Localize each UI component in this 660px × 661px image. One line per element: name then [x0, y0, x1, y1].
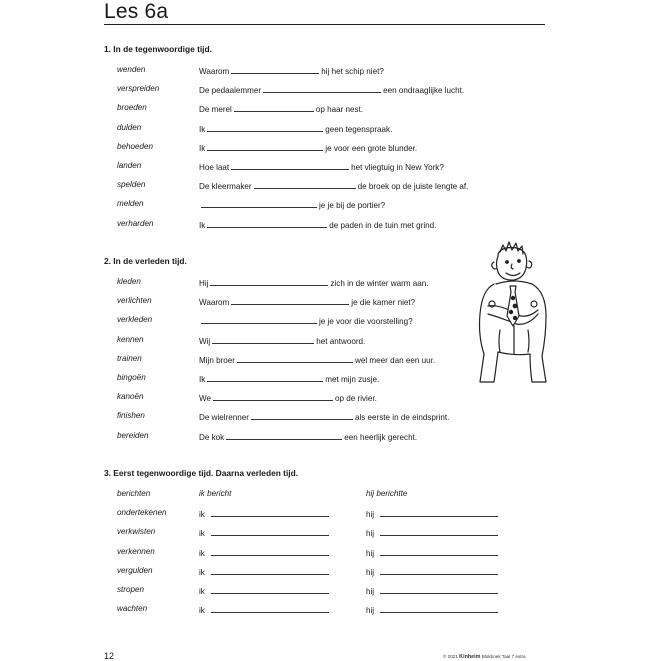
exercise-row	[0, 334, 660, 346]
section-2-heading: 2. In de verleden tijd.	[104, 256, 187, 266]
verb-label: melden	[117, 199, 144, 209]
past-answer-blank[interactable]	[380, 603, 498, 613]
past-answer-blank[interactable]	[380, 546, 498, 556]
answer-blank[interactable]	[213, 391, 333, 401]
verb-label: finishen	[117, 411, 145, 421]
verb-label: kanoën	[117, 392, 144, 402]
past-tense-cell	[366, 507, 500, 521]
present-answer-blank[interactable]	[211, 526, 329, 536]
verb-label: stropen	[117, 585, 144, 594]
answer-blank[interactable]	[263, 83, 381, 93]
sentence-start: Ik	[199, 143, 206, 153]
present-tense-cell	[199, 603, 331, 617]
sentence	[199, 102, 363, 116]
present-tense-cell	[199, 526, 331, 540]
sentence	[199, 372, 379, 386]
sentence-end: hij het schip niet?	[321, 67, 384, 76]
sentence	[199, 141, 417, 155]
verb-label: ondertekenen	[117, 508, 167, 518]
exercise-row	[0, 353, 660, 365]
sentence-end: op de rivier.	[335, 394, 377, 404]
sentence-end: geen tegenspraak.	[325, 124, 393, 134]
section-3-heading: 3. Eerst tegenwoordige tijd. Daarna verleden tijd.	[104, 468, 299, 478]
past-tense-cell	[366, 526, 500, 540]
sentence-start: De wielrenner	[199, 413, 249, 423]
verb-label: verkennen	[117, 546, 155, 556]
past-tense-cell	[366, 584, 500, 598]
past-tense-cell	[366, 603, 500, 617]
sentence	[199, 160, 444, 174]
sentence	[199, 122, 392, 136]
verb-label: bereiden	[117, 430, 149, 440]
answer-blank[interactable]	[251, 410, 353, 420]
answer-blank[interactable]	[207, 141, 323, 151]
past-tense-cell	[366, 565, 500, 579]
verb-label: vergulden	[117, 565, 153, 575]
verb-label: wachten	[117, 604, 148, 614]
sentence-start: De kleermaker	[199, 182, 252, 192]
exercise-row	[0, 83, 660, 95]
exercise-row	[0, 391, 660, 403]
past-tense-text: hij	[366, 567, 375, 577]
sentence-start: Hij	[199, 279, 209, 288]
sentence-start: De merel	[199, 105, 232, 115]
sentence-end: je voor een grote blunder.	[325, 143, 418, 153]
answer-blank[interactable]	[231, 160, 349, 170]
sentence-end: een ondraaglijke lucht.	[383, 86, 465, 96]
answer-blank[interactable]	[231, 295, 349, 305]
past-answer-blank[interactable]	[380, 584, 498, 594]
page-number: 12	[104, 651, 115, 661]
sentence-start: Wij	[199, 336, 211, 346]
past-answer-blank[interactable]	[380, 526, 498, 536]
present-tense-cell	[199, 507, 331, 521]
verb-label: dulden	[117, 122, 142, 132]
sentence-start: Ik	[199, 124, 206, 134]
sentence-start: Waarom	[199, 67, 230, 76]
verb-label: broeden	[117, 103, 147, 113]
conjugation-row	[0, 507, 660, 519]
verb-label: landen	[117, 161, 142, 170]
conjugation-row	[0, 488, 660, 500]
exercise-row	[0, 276, 660, 288]
sentence-end: de paden in de tuin met grind.	[329, 220, 437, 230]
verb-label: kennen	[117, 334, 144, 344]
present-tense-text: ik bericht	[199, 489, 232, 498]
conjugation-row	[0, 584, 660, 596]
conjugation-row	[0, 526, 660, 538]
verb-label: verharden	[117, 218, 154, 228]
sentence-end: je je bij de portier?	[319, 201, 386, 211]
sentence	[199, 276, 429, 290]
sentence-end: het antwoord.	[316, 336, 366, 346]
exercise-row	[0, 179, 660, 191]
exercise-row	[0, 430, 660, 442]
sentence-end: je die kamer niet?	[351, 298, 416, 308]
sentence-start: We	[199, 394, 211, 404]
present-answer-blank[interactable]	[211, 584, 329, 594]
answer-blank[interactable]	[201, 314, 317, 324]
past-tense-text: hij	[366, 587, 375, 596]
present-answer-blank[interactable]	[211, 546, 329, 556]
verb-label: verkleden	[117, 315, 153, 325]
exercise-row	[0, 64, 660, 76]
past-tense-cell	[366, 546, 500, 560]
exercise-row	[0, 314, 660, 326]
present-tense-cell	[199, 488, 231, 500]
sentence-end: het vliegtuig in New York?	[351, 163, 444, 172]
past-tense-text: hij	[366, 548, 375, 558]
sentence	[199, 218, 436, 232]
exercise-row	[0, 141, 660, 153]
sentence-start: De pedaalemmer	[199, 86, 262, 96]
sentence-end: de broek op de juiste lengte af.	[357, 182, 469, 192]
sentence-end: wel meer dan een uur.	[354, 355, 436, 365]
sentence	[199, 64, 384, 78]
present-answer-blank[interactable]	[211, 565, 329, 575]
sentence	[199, 198, 385, 212]
page-title: Les 6a	[104, 0, 169, 23]
title-underline	[104, 24, 545, 25]
answer-blank[interactable]	[231, 64, 319, 74]
answer-blank[interactable]	[237, 353, 353, 363]
present-tense-text: ik	[199, 587, 205, 596]
past-answer-blank[interactable]	[380, 507, 498, 517]
answer-blank[interactable]	[212, 334, 314, 344]
exercise-row	[0, 295, 660, 307]
exercise-row	[0, 372, 660, 384]
exercise-row	[0, 122, 660, 134]
exercise-row	[0, 160, 660, 172]
verb-label: behoeden	[117, 141, 154, 151]
sentence-start: Mijn broer	[199, 355, 235, 365]
sentence	[199, 295, 415, 309]
present-tense-text: ik	[199, 567, 205, 577]
sentence-start: Waarom	[199, 298, 230, 308]
answer-blank[interactable]	[234, 102, 314, 112]
verb-label: spelden	[117, 180, 146, 190]
answer-blank[interactable]	[201, 198, 317, 208]
verb-label: berichten	[117, 489, 151, 498]
sentence-end: je je voor die voorstelling?	[319, 317, 413, 327]
present-tense-text: ik	[199, 529, 205, 539]
sentence	[199, 334, 365, 348]
verb-label: wenden	[117, 65, 146, 74]
sentence	[199, 430, 417, 444]
answer-blank[interactable]	[207, 122, 323, 132]
sentence	[199, 353, 435, 367]
verb-label: verkwisten	[117, 527, 156, 537]
sentence	[199, 314, 413, 328]
sentence-end: met mijn zusje.	[325, 375, 380, 384]
answer-blank[interactable]	[210, 276, 328, 286]
conjugation-row	[0, 603, 660, 615]
answer-blank[interactable]	[207, 372, 323, 382]
exercise-row	[0, 198, 660, 210]
answer-blank[interactable]	[254, 179, 356, 189]
sentence-end: zich in de winter warm aan.	[330, 279, 429, 288]
sentence	[199, 179, 468, 193]
present-tense-cell	[199, 584, 331, 598]
verb-label: verlichten	[117, 296, 152, 306]
cartoon-man-with-tie-icon	[474, 240, 554, 386]
sentence-end: als eerste in de eindsprint.	[354, 413, 450, 423]
past-answer-blank[interactable]	[380, 565, 498, 575]
present-tense-text: ik	[199, 510, 205, 520]
past-tense-text: hij berichtte	[366, 489, 408, 498]
sentence-end: op haar nest.	[315, 105, 364, 115]
past-tense-cell	[366, 488, 407, 500]
sentence-start: Ik	[199, 375, 206, 384]
book-title: Blokboek Taal 7 extra	[481, 654, 526, 659]
exercise-row	[0, 410, 660, 422]
present-tense-text: ik	[199, 548, 205, 558]
present-tense-cell	[199, 546, 331, 560]
sentence	[199, 83, 464, 97]
past-tense-text: hij	[366, 606, 375, 616]
conjugation-row	[0, 565, 660, 577]
sentence	[199, 410, 449, 424]
past-tense-text: hij	[366, 529, 375, 539]
present-tense-cell	[199, 565, 331, 579]
answer-blank[interactable]	[226, 430, 342, 440]
present-tense-text: ik	[199, 606, 205, 616]
verb-label: verspreiden	[117, 84, 160, 94]
copyright-line	[443, 654, 526, 660]
past-tense-text: hij	[366, 510, 375, 520]
section-1-heading: 1. In de tegenwoordige tijd.	[104, 44, 212, 54]
verb-label: bingoën	[117, 373, 146, 382]
sentence-start: Ik	[199, 220, 206, 230]
verb-label: kleden	[117, 277, 141, 286]
sentence	[199, 391, 377, 405]
publisher-name: Kinheim	[459, 654, 481, 660]
present-answer-blank[interactable]	[211, 603, 329, 613]
answer-blank[interactable]	[207, 218, 327, 228]
sentence-start: De kok	[199, 432, 225, 442]
sentence-end: een heerlijk gerecht.	[344, 432, 418, 442]
conjugation-row	[0, 546, 660, 558]
verb-label: trainen	[117, 353, 142, 363]
exercise-row	[0, 102, 660, 114]
copyright-text: © 2021	[443, 654, 458, 659]
exercise-row	[0, 218, 660, 230]
present-answer-blank[interactable]	[211, 507, 329, 517]
sentence-start: Hoe laat	[199, 163, 230, 172]
